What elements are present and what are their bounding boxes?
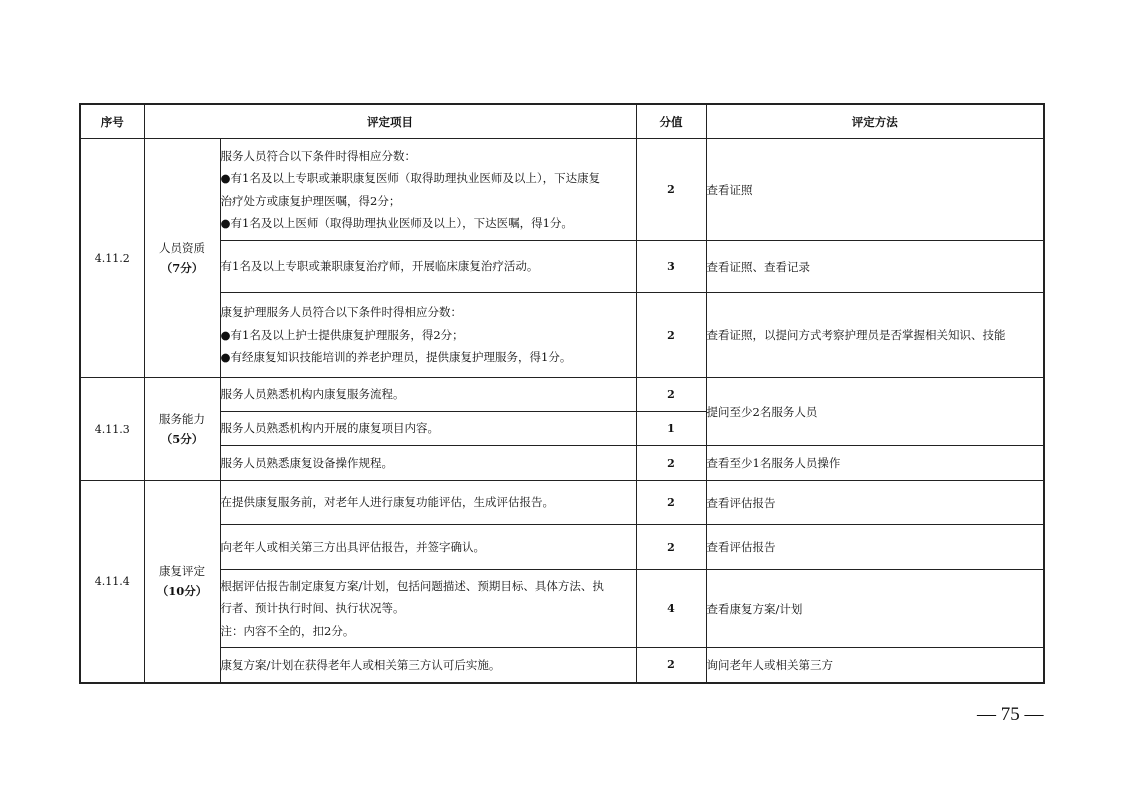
table-row — [80, 648, 1044, 683]
header-method: 评定方法 — [706, 104, 1044, 139]
table-row — [80, 570, 1044, 648]
score-cell: 3 — [636, 241, 706, 293]
header-score: 分值 — [636, 104, 706, 139]
item-line: 向老年人或相关第三方出具评估报告，并签字确认。 — [220, 539, 485, 554]
score-cell: 2 — [636, 481, 706, 525]
category-points: （7分） — [160, 261, 204, 275]
item-line: ●有1名及以上专职或兼职康复医师（取得助理执业医师及以上），下达康复 — [220, 171, 601, 185]
score-cell: 2 — [636, 378, 706, 412]
category-cell — [144, 139, 220, 378]
item-line: 治疗处方或康复护理医嘱，得2分； — [220, 193, 401, 208]
section-number: 4.11.2 — [80, 139, 144, 378]
item-line: 服务人员熟悉康复设备操作规程。 — [220, 455, 393, 470]
score-cell: 2 — [636, 525, 706, 570]
header-item: 评定项目 — [144, 104, 636, 139]
score-cell: 2 — [636, 446, 706, 481]
item-line: 在提供康复服务前，对老年人进行康复功能评估，生成评估报告。 — [220, 495, 554, 510]
item-line: 服务人员熟悉机构内开展的康复项目内容。 — [220, 421, 439, 436]
category-name: 服务能力 — [159, 412, 205, 426]
method-cell: 查看证照，以提问方式考察护理员是否掌握相关知识、技能 — [706, 293, 1044, 378]
item-line: ●有1名及以上护士提供康复护理服务，得2分； — [220, 327, 464, 342]
section-number: 4.11.4 — [80, 481, 144, 683]
item-cell — [220, 481, 636, 525]
item-line: 注：内容不全的，扣2分。 — [220, 623, 355, 638]
item-line: 有1名及以上专职或兼职康复治疗师，开展临床康复治疗活动。 — [220, 259, 539, 274]
score-cell: 2 — [636, 293, 706, 378]
item-cell — [220, 293, 636, 378]
category-name: 康复评定 — [159, 564, 205, 579]
method-cell: 查看证照、查看记录 — [706, 241, 1044, 293]
category-points: （5分） — [160, 432, 204, 446]
table-header-row — [80, 104, 1044, 139]
score-cell: 4 — [636, 570, 706, 648]
item-cell — [220, 139, 636, 241]
item-line: ●有经康复知识技能培训的养老护理员，提供康复护理服务，得1分。 — [220, 350, 572, 365]
item-line: 康复护理服务人员符合以下条件时得相应分数： — [220, 305, 462, 320]
category-cell — [144, 378, 220, 481]
item-line: ●有1名及以上医师（取得助理执业医师及以上），下达医嘱，得1分。 — [220, 216, 573, 230]
table-row — [80, 139, 1044, 241]
item-cell — [220, 241, 636, 293]
table-row — [80, 446, 1044, 481]
item-line: 服务人员熟悉机构内康复服务流程。 — [220, 387, 405, 402]
method-cell: 查看评估报告 — [706, 481, 1044, 525]
method-cell: 查看至少1名服务人员操作 — [706, 446, 1044, 481]
score-cell: 2 — [636, 139, 706, 241]
item-cell — [220, 570, 636, 648]
table-row — [80, 525, 1044, 570]
item-line: 服务人员符合以下条件时得相应分数： — [220, 148, 416, 163]
section-number: 4.11.3 — [80, 378, 144, 481]
item-cell — [220, 412, 636, 446]
table-row — [80, 378, 1044, 412]
item-cell — [220, 378, 636, 412]
category-points: （10分） — [156, 584, 208, 599]
item-cell — [220, 525, 636, 570]
score-cell: 2 — [636, 648, 706, 683]
method-cell: 询问老年人或相关第三方 — [706, 648, 1044, 683]
item-line: 根据评估报告制定康复方案/计划，包括问题描述、预期目标、具体方法、执 — [220, 578, 604, 593]
item-cell — [220, 648, 636, 683]
method-cell: 查看证照 — [706, 139, 1044, 241]
method-cell: 查看评估报告 — [706, 525, 1044, 570]
page-number: — 75 — — [977, 704, 1044, 725]
score-cell: 1 — [636, 412, 706, 446]
method-cell: 查看康复方案/计划 — [706, 570, 1044, 648]
item-line: 康复方案/计划在获得老年人或相关第三方认可后实施。 — [220, 657, 501, 672]
method-cell: 提问至少2名服务人员 — [706, 378, 1044, 446]
header-no: 序号 — [80, 104, 144, 139]
category-name: 人员资质 — [159, 241, 205, 255]
table-row — [80, 241, 1044, 293]
item-cell — [220, 446, 636, 481]
category-cell — [144, 481, 220, 683]
table-row — [80, 293, 1044, 378]
table-row — [80, 481, 1044, 525]
item-line: 行者、预计执行时间、执行状况等。 — [220, 601, 405, 616]
evaluation-table — [79, 103, 1045, 684]
